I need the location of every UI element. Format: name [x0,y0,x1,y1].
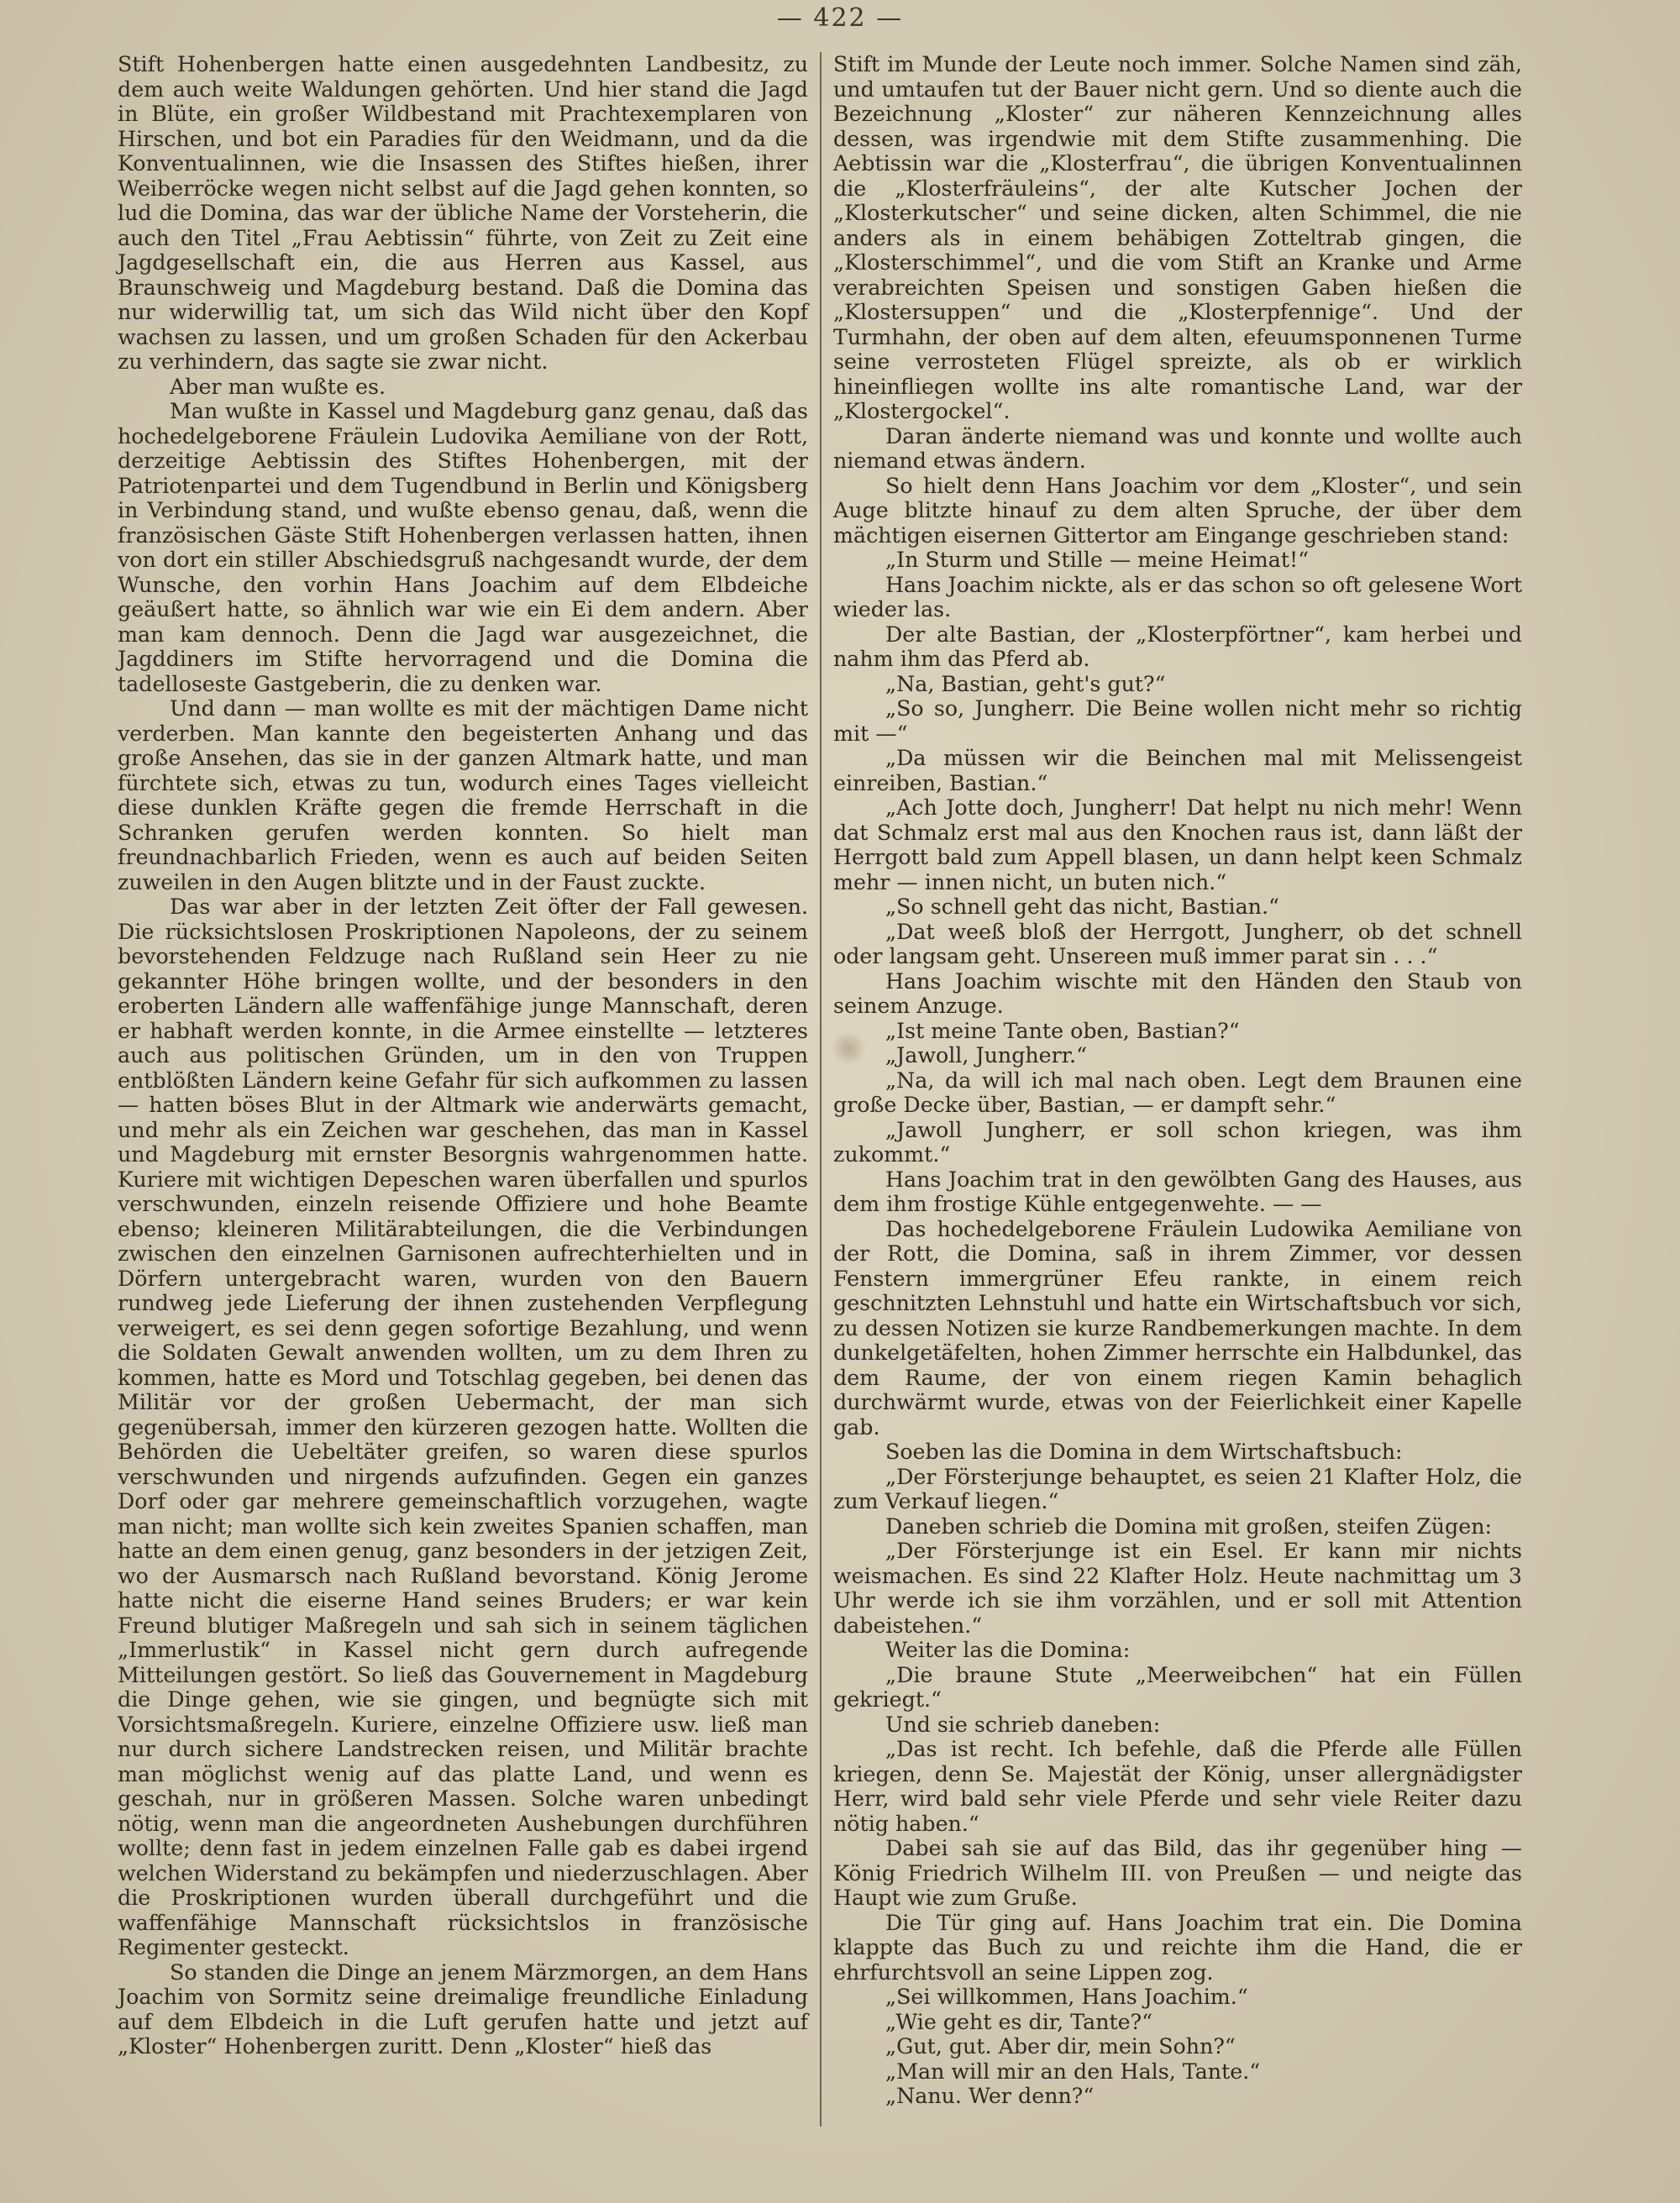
paragraph: „Na, da will ich mal nach oben. Legt dem Braunen eine große Decke über, Bastian, — er dampft sehr.“ [833,1067,1522,1117]
paragraph: „Sei willkommen, Hans Joachim.“ [885,1985,1248,2009]
paragraph: „Ist meine Tante oben, Bastian?“ [885,1018,1240,1043]
paragraph: Die Tür ging auf. Hans Joachim trat ein. Die Domina klappte das Buch zu und reichte ihm die Hand, die er ehrfurchtsvoll an seine Lippen zog. [833,1910,1522,1985]
paragraph: „Nanu. Wer denn?“ [885,2084,1095,2108]
paragraph: Das war aber in der letzten Zeit öfter der Fall gewesen. Die rücksichtslosen Proskriptionen Napoleons, der zu seinem bevorstehenden Feldzuge nach Rußland sein Heer zu nie gekannter Höhe bringen wollte, und der besonders in den eroberten Ländern alle waffenfähige junge Mannschaft, deren er habhaft werden konnte, in die Armee einstellte — letzteres auch aus politischen Gründen, um in den von Truppen entblößten Ländern keine Gefahr für sich aufkommen zu lassen — hatten böses Blut in der Altmark wie anderwärts gemacht, und mehr als ein Zeichen war geschehen, das man in Kassel und Magdeburg mit ernster Besorgnis wahrgenommen hatte. Kuriere mit wichtigen Depeschen waren überfallen und spurlos verschwunden, einzeln reisende Offiziere und hohe Beamte ebenso; kleineren Militärabteilungen, die die Verbindungen zwischen den einzelnen Garnisonen aufrechterhielten und in Dörfern untergebracht waren, wurden von den Bauern rundweg jede Lieferung der ihnen zustehenden Verpflegung verweigert, es sei denn gegen sofortige Bezahlung, und wenn die Soldaten Gewalt anwenden wollten, um zu dem Ihren zu kommen, hatte es Mord und Totschlag gegeben, bei denen das Militär vor der großen Uebermacht, der man sich gegenübersah, immer den kürzeren gezogen hatte. Wollten die Behörden die Uebeltäter greifen, so waren diese spurlos verschwunden und nirgends aufzufinden. Gegen ein ganzes Dorf oder gar mehrere gemeinschaftlich vorzugehen, wagte man nicht; man wollte sich kein zweites Spanien schaffen, man hatte an dem einen genug, ganz besonders in der jetzigen Zeit, wo der Ausmarsch nach Rußland bevorstand. König Jerome hatte nicht die eiserne Hand seines Bruders; er war kein Freund blutiger Maßregeln und sah sich in seinem täglichen „Immerlustik“ in Kassel nicht gern durch aufregende Mitteilungen gestört. So ließ das Gouvernement in Magdeburg die Dinge gehen, wie sie gingen, und begnügte sich mit Vorsichtsmaßregeln. Kuriere, einzelne Offiziere usw. ließ man nur durch sichere Landstrecken reisen, und Militär brachte man möglichst wenig auf das platte Land, und wenn es geschah, nur in größeren Massen. Solche waren unbedingt nötig, wenn man die angeordneten Aushebungen durchführen wollte; denn fast in jedem einzelnen Falle gab es dabei irgend welchen Widerstand zu bekämpfen und niederzuschlagen. Aber die Proskriptionen wurden überall durchgeführt und die waffenfähige Mannschaft rücksichtslos in französische Regimenter gesteckt. [118,894,808,1959]
paragraph: „Der Försterjunge behauptet, es seien 21 Klafter Holz, die zum Verkauf liegen.“ [833,1464,1522,1513]
paragraph: Soeben las die Domina in dem Wirtschaftsbuch: [885,1440,1403,1464]
left-text-column [118,52,808,2059]
paragraph: „Das ist recht. Ich befehle, daß die Pferde alle Füllen kriegen, denn Se. Majestät der König, unser allergnädigster Herr, wird bald sehr viele Pferde und sehr viele Reiter dazu nötig haben.“ [833,1737,1522,1836]
paragraph: Stift Hohenbergen hatte einen ausgedehnten Landbesitz, zu dem auch weite Waldungen gehörten. Und hier stand die Jagd in Blüte, ein großer Wildbestand mit Prachtexemplaren von Hirschen, und bot ein Paradies für den Weidmann, und da die Konventualinnen, wie die Insassen des Stiftes hießen, ihrer Weiberröcke wegen nicht selbst auf die Jagd gehen konnten, so lud die Domina, das war der übliche Name der Vorsteherin, die auch den Titel „Frau Aebtissin“ führte, von Zeit zu Zeit eine Jagdgesellschaft ein, die aus Herren aus Kassel, aus Braunschweig und Magdeburg bestand. Daß die Domina das nur widerwillig tat, um sich das Wild nicht über den Kopf wachsen zu lassen, und um großen Schaden für den Ackerbau zu verhindern, das sagte sie zwar nicht. [118,52,808,374]
paragraph: „Jawoll, Jungherr.“ [885,1043,1088,1067]
paragraph: So standen die Dinge an jenem Märzmorgen, an dem Hans Joachim von Sormitz seine dreimalige freundliche Einladung auf dem Elbdeich in die Luft gerufen hatte und jetzt auf „Kloster“ Hohenbergen zuritt. Denn „Kloster“ hieß das [118,1959,808,2059]
paragraph: „In Sturm und Stille — meine Heimat!“ [885,548,1310,572]
paragraph: „Gut, gut. Aber dir, mein Sohn?“ [885,2034,1236,2059]
paragraph: Daran änderte niemand was und konnte und wollte auch niemand etwas ändern. [833,423,1522,473]
paragraph: Aber man wußte es. [170,374,386,399]
paragraph: Weiter las die Domina: [885,1638,1131,1662]
paragraph: Stift im Munde der Leute noch immer. Solche Namen sind zäh, und umtaufen tut der Bauer nicht gern. Und so diente auch die Bezeichnung „Kloster“ zur näheren Kennzeichnung alles dessen, was irgendwie mit dem Stifte zusammenhing. Die Aebtissin war die „Klosterfrau“, die übrigen Konventualinnen die „Klosterfräuleins“, der alte Kutscher Jochen der „Klosterkutscher“ und seine dicken, alten Schimmel, die nie anders als in einem behäbigen Zotteltrab gingen, die „Klosterschimmel“, und die vom Stift an Kranke und Arme verabreichten Speisen und sonstigen Gaben hießen die „Klostersuppen“ und die „Klosterpfennige“. Und der Turmhahn, der oben auf dem alten, efeuumsponnenen Turme seine verrosteten Flügel spreizte, als ob er wirklich hineinfliegen wollte ins alte romantische Land, war der „Klostergockel“. [833,52,1522,423]
paragraph: Hans Joachim wischte mit den Händen den Staub von seinem Anzuge. [833,968,1522,1018]
paragraph: „Jawoll Jungherr, er soll schon kriegen, was ihm zukommt.“ [833,1117,1522,1167]
paragraph: „Man will mir an den Hals, Tante.“ [885,2059,1261,2084]
paragraph: Das hochedelgeborene Fräulein Ludowika Aemiliane von der Rott, die Domina, saß in ihrem Zimmer, vor dessen Fenstern immergrüner Efeu rankte, in einem reich geschnitzten Lehnstuhl und hatte ein Wirtschaftsbuch vor sich, zu dessen Notizen sie kurze Randbemerkungen machte. In dem dunkelgetäfelten, hohen Zimmer herrschte ein Halbdunkel, das dem Raume, der von einem riegen Kamin behaglich durchwärmt wurde, etwas von der Feierlichkeit einer Kapelle gab. [833,1216,1522,1440]
column-divider [820,52,822,2127]
paragraph: Der alte Bastian, der „Klosterpförtner“, kam herbei und nahm ihm das Pferd ab. [833,622,1522,671]
paragraph: „Da müssen wir die Beinchen mal mit Melissengeist einreiben, Bastian.“ [833,746,1522,795]
paragraph: Hans Joachim trat in den gewölbten Gang des Hauses, aus dem ihm frostige Kühle entgegenwehte. — — [833,1167,1522,1216]
paragraph: Dabei sah sie auf das Bild, das ihr gegenüber hing — König Friedrich Wilhelm III. von Preußen — und neigte das Haupt wie zum Gruße. [833,1836,1522,1910]
paragraph: So hielt denn Hans Joachim vor dem „Kloster“, und sein Auge blitzte hinauf zu dem alten Spruche, der über dem mächtigen eisernen Gittertor am Eingange geschrieben stand: [833,473,1522,548]
paragraph: „Ach Jotte doch, Jungherr! Dat helpt nu nich mehr! Wenn dat Schmalz erst mal aus den Knochen raus ist, dann läßt der Herrgott bald zum Appell blasen, un dann helpt keen Schmalz mehr — innen nicht, un buten nich.“ [833,795,1522,894]
paragraph: „Die braune Stute „Meerweibchen“ hat ein Füllen gekriegt.“ [833,1662,1522,1712]
paragraph: „So schnell geht das nicht, Bastian.“ [885,894,1279,919]
paragraph: Man wußte in Kassel und Magdeburg ganz genau, daß das hochedelgeborene Fräulein Ludovika Aemiliane von der Rott, derzeitige Aebtissin des Stiftes Hohenbergen, mit der Patriotenpartei und dem Tugendbund in Berlin und Königsberg in Verbindung stand, und wußte ebenso genau, daß, wenn die französischen Gäste Stift Hohenbergen verlassen hatten, ihnen von dort ein stiller Abschiedsgruß nachgesandt wurde, der dem Wunsche, den vorhin Hans Joachim auf dem Elbdeiche geäußert hatte, so ähnlich war wie ein Ei dem andern. Aber man kam dennoch. Denn die Jagd war ausgezeichnet, die Jagddiners im Stifte hervorragend und die Domina die tadelloseste Gastgeberin, die zu denken war. [118,399,808,696]
paragraph: Daneben schrieb die Domina mit großen, steifen Zügen: [885,1513,1493,1539]
paragraph: „Wie geht es dir, Tante?“ [885,2009,1153,2034]
right-text-column [833,52,1522,2109]
paragraph: Und dann — man wollte es mit der mächtigen Dame nicht verderben. Man kannte den begeisterten Anhang und das große Ansehen, das sie in der ganzen Altmark hatte, und man fürchtete sich, etwas zu tun, wodurch eines Tages vielleicht diese dunklen Kräfte gegen die fremde Herrschaft in die Schranken gerufen werden konnten. So hielt man freundnachbarlich Frieden, wenn es auch auf beiden Seiten zuweilen in den Augen blitzte und in der Faust zuckte. [118,696,808,894]
paragraph: „Dat weeß bloß der Herrgott, Jungherr, ob det schnell oder langsam geht. Unsereen muß immer parat sin . . .“ [833,919,1522,968]
paragraph: Und sie schrieb daneben: [885,1712,1161,1737]
page-number: — 422 — [776,3,904,33]
paragraph: „Na, Bastian, geht's gut?“ [885,671,1166,696]
paragraph: „Der Försterjunge ist ein Esel. Er kann mir nichts weismachen. Es sind 22 Klafter Holz. Heute nachmittag um 3 Uhr werde ich sie ihm vorzählen, und er soll mit Attention dabeistehen.“ [833,1539,1522,1638]
paragraph: „So so, Jungherr. Die Beine wollen nicht mehr so richtig mit —“ [833,696,1522,746]
paragraph: Hans Joachim nickte, als er das schon so oft gelesene Wort wieder las. [833,572,1522,622]
